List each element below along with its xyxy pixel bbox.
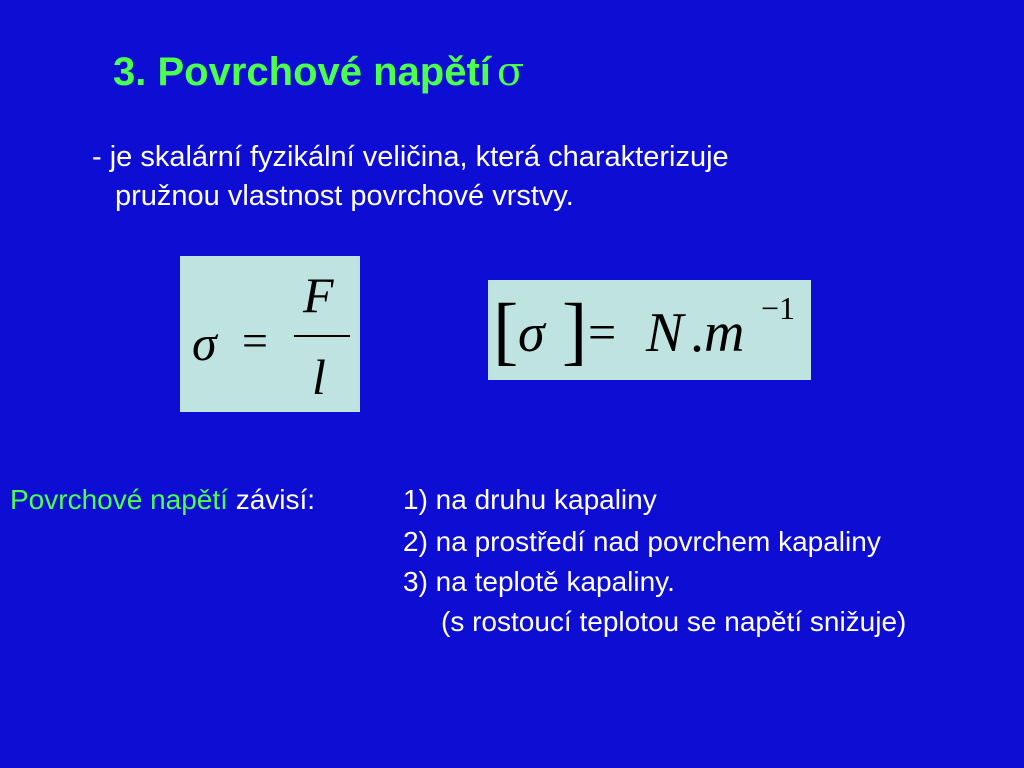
unit-sigma: σ <box>518 303 545 363</box>
unit-open-bracket: [ <box>493 289 519 373</box>
fraction-bar <box>294 335 350 337</box>
unit-dot: . <box>690 302 704 364</box>
unit-meter: m <box>704 302 745 364</box>
formula-sigma: σ <box>192 315 217 371</box>
depends-note: (s rostoucí teplotou se napětí snižuje) <box>441 606 907 637</box>
title-text: 3. Povrchové napětí <box>113 50 491 94</box>
depends-first-row <box>10 482 315 518</box>
formula-numerator-force: F <box>303 267 334 323</box>
formula-sigma-definition <box>180 256 360 412</box>
depends-item-2: 2) na prostředí nad povrchem kapaliny <box>403 526 881 557</box>
slide-title <box>113 48 524 96</box>
formula-equals: = <box>242 315 268 366</box>
depends-item-3: 3) na teplotě kapaliny. <box>403 566 675 597</box>
unit-exponent: −1 <box>761 290 796 326</box>
title-sigma-symbol: σ <box>496 49 525 95</box>
formula-sigma-unit <box>488 280 811 380</box>
unit-newton: N <box>646 302 684 364</box>
definition-text <box>92 138 729 216</box>
definition-line-1: - je skalární fyzikální veličina, která charakterizuje <box>92 141 729 173</box>
depends-subject: Povrchové napětí <box>10 484 228 515</box>
depends-verb: závisí: <box>235 484 316 515</box>
unit-close-bracket: ] <box>562 289 588 373</box>
definition-line-2: pružnou vlastnost povrchové vrstvy. <box>115 180 574 212</box>
unit-equals: = <box>588 304 617 360</box>
depends-item-1: 1) na druhu kapaliny <box>403 484 657 515</box>
formula-denominator-length: l <box>312 349 326 405</box>
